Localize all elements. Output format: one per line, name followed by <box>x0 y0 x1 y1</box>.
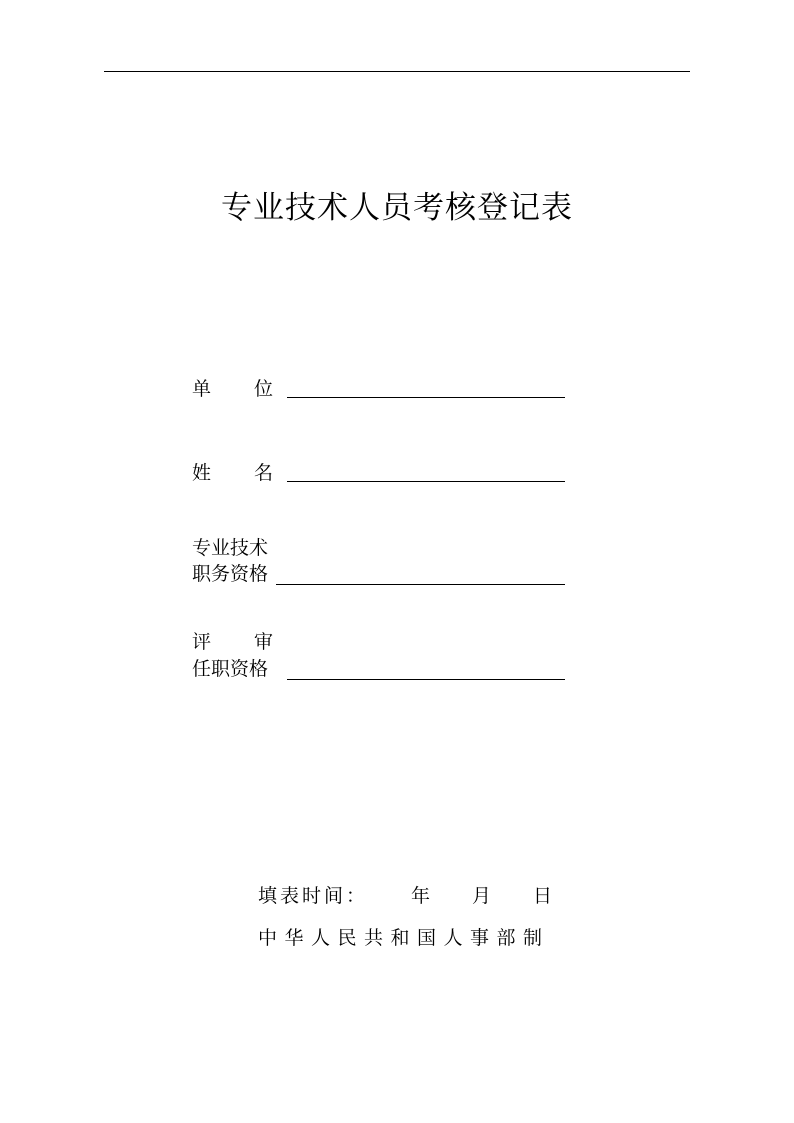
review-label-line2: 任职资格 <box>192 658 269 680</box>
unit-label: 单位 <box>192 378 317 400</box>
issuer-text: 中华人民共和国人事部制 <box>258 927 550 949</box>
page-title: 专业技术人员考核登记表 <box>221 190 573 226</box>
review-fill-line[interactable] <box>287 679 565 680</box>
month-label: 月 <box>472 885 492 907</box>
year-label: 年 <box>411 885 431 907</box>
qualification-label-line1: 专业技术 <box>192 537 269 559</box>
header-rule <box>104 71 690 72</box>
qualification-label-line2: 职务资格 <box>192 563 269 585</box>
fill-time-label: 填表时间： <box>258 885 369 907</box>
day-label: 日 <box>533 885 553 907</box>
review-label-line1: 评审 <box>192 631 317 653</box>
name-fill-line[interactable] <box>287 481 565 482</box>
name-label: 姓名 <box>192 462 317 484</box>
qualification-fill-line[interactable] <box>276 584 565 585</box>
unit-fill-line[interactable] <box>287 397 565 398</box>
